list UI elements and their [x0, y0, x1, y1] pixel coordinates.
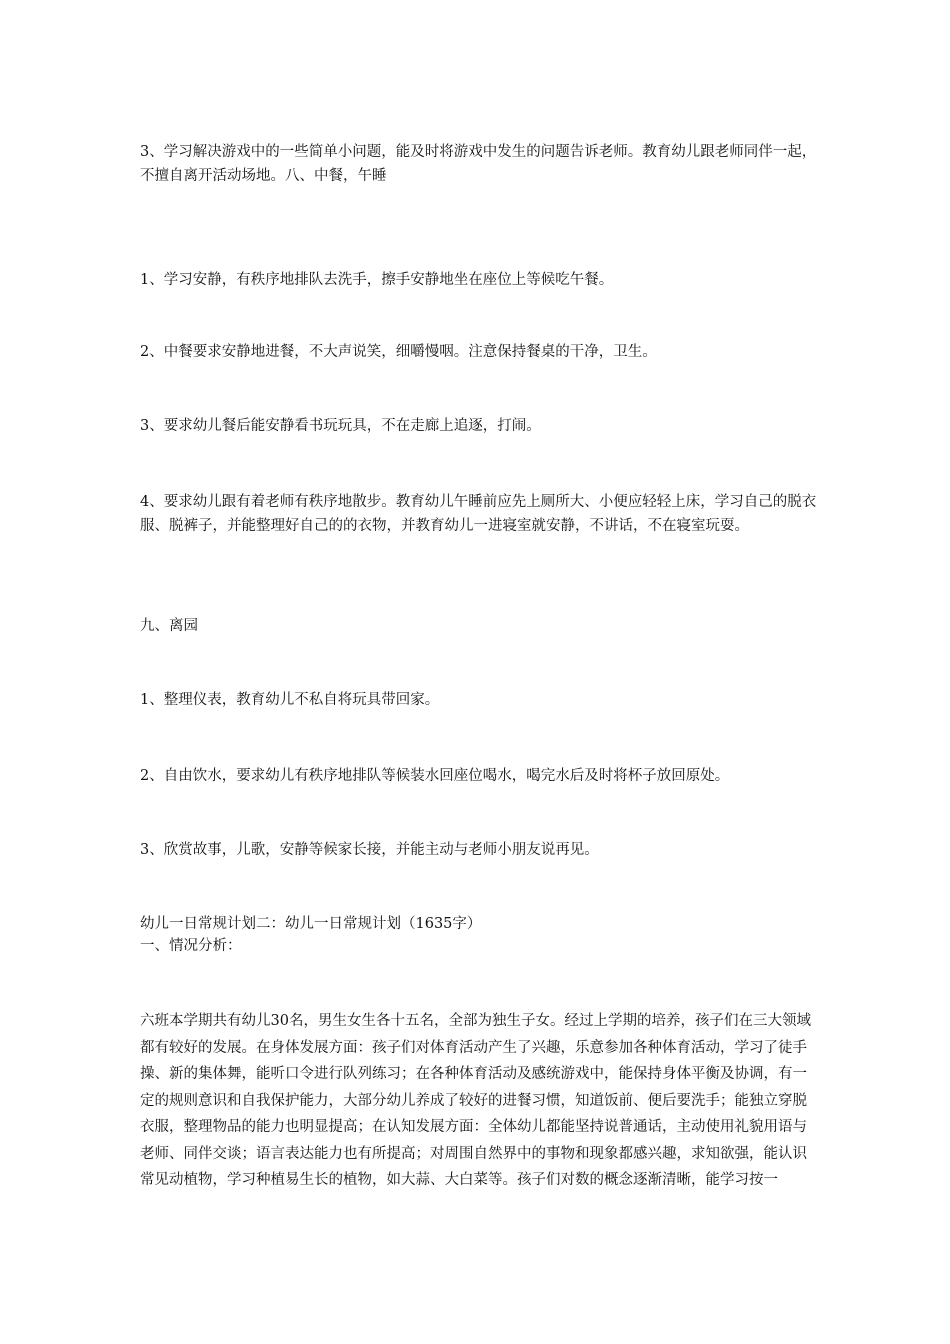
paragraph-7: 2、自由饮水，要求幼儿有秩序地排队等候装水回座位喝水，喝完水后及时将杯子放回原处。 [140, 768, 730, 784]
section-heading-leave: 九、离园 [140, 618, 198, 634]
paragraph-4: 3、要求幼儿餐后能安静看书玩玩具，不在走廊上追逐，打闹。 [140, 418, 541, 434]
plan-two-title: 幼儿一日常规计划二：幼儿一日常规计划（1635字） [140, 916, 482, 932]
paragraph-8: 3、欣赏故事，儿歌，安静等候家长接，并能主动与老师小朋友说再见。 [140, 842, 599, 858]
paragraph-analysis: 六班本学期共有幼儿30名，男生女生各十五名，全部为独生子女。经过上学期的培养，孩子们在三大领域都有较好的发展。在身体发展方面：孩子们对体育活动产生了兴趣，乐意参加各种体育活动，学习了徒手操、新的集体舞，能听口令进行队列练习；在各种体育活动及感统游戏中，能保持身体平衡及协调，有一定的规则意识和自我保护能力，大部分幼儿养成了较好的进餐习惯，知道饭前、便后要洗手；能独立穿脱衣服，整理物品的能力也明显提高；在认知发展方面：全体幼儿都能坚持说普通话，主动使用礼貌用语与老师、同伴交谈；语言表达能力也有所提高；对周围自然界中的事物和现象都感兴趣，求知欲强，能认识常见动植物，学习种植易生长的植物，如大蒜、大白菜等。孩子们对数的概念逐渐清晰，能学习按一 [140, 1013, 811, 1188]
paragraph-5: 4、要求幼儿跟有着老师有秩序地散步。教育幼儿午睡前应先上厕所大、小便应轻轻上床，学习自己的脱衣服、脱裤子，并能整理好自己的的衣物，并教育幼儿一进寝室就安静，不讲话，不在寝室玩耍。 [140, 494, 817, 534]
paragraph-2: 1、学习安静，有秩序地排队去洗手，擦手安静地坐在座位上等候吃午餐。 [140, 272, 614, 288]
paragraph-1: 3、学习解决游戏中的一些简单小问题，能及时将游戏中发生的问题告诉老师。教育幼儿跟老师同伴一起，不擅自离开活动场地。八、中餐，午睡 [140, 144, 817, 184]
paragraph-6: 1、整理仪表，教育幼儿不私自将玩具带回家。 [140, 692, 440, 708]
section-heading-analysis: 一、情况分析： [140, 938, 242, 954]
paragraph-3: 2、中餐要求安静地进餐，不大声说笑，细嚼慢咽。注意保持餐桌的干净，卫生。 [140, 344, 657, 360]
